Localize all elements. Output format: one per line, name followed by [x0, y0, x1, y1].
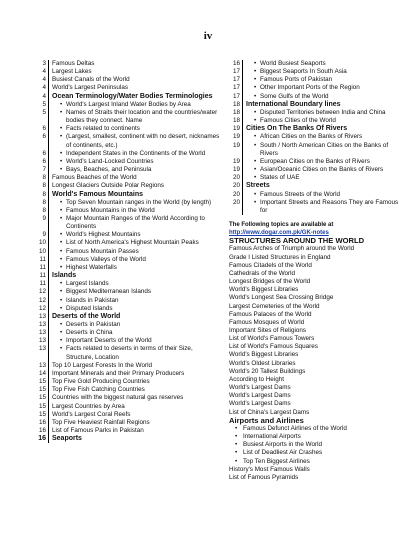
toc-entry-row: [35, 76, 221, 84]
toc-page-number: 4: [35, 68, 49, 76]
toc-page-number: 17: [229, 68, 243, 76]
toc-page-number: 15: [35, 378, 49, 386]
toc-entry-row: [229, 109, 399, 117]
toc-page-number: 11: [35, 256, 49, 264]
toc-entry-title: • Bays, Beaches, and Peninsula: [60, 166, 221, 174]
toc-entry-row: [35, 68, 221, 76]
toc-entry-title: • Famous Streets of the World: [254, 191, 399, 199]
toc-page-number: 14: [35, 370, 49, 378]
toc-entry-row: Grade I Listed Structures in England: [229, 253, 331, 261]
toc-entry-title: • Biggest Seaports In South Asia: [254, 68, 399, 76]
toc-entry-title: Cities On The Banks Of Rivers: [246, 125, 348, 133]
toc-entry-row: Largest Cemeteries of the World: [229, 302, 320, 310]
toc-entry-row: [35, 109, 221, 125]
toc-page-number: 17: [229, 76, 243, 84]
toc-entry-row: [229, 117, 399, 125]
toc-entry-row: [229, 166, 399, 174]
toc-entry-row: World's Largest Dams: [229, 392, 291, 400]
toc-page-number: 3: [35, 60, 49, 68]
toc-page-number: 19: [229, 158, 243, 166]
toc-entry-title: Deserts of the World: [52, 312, 121, 320]
toc-page-number: 12: [35, 305, 49, 313]
toc-entry-title: • Names of Straits their location and the countries/water bodies they connect. Name: [60, 109, 221, 125]
toc-entry-row: [35, 378, 221, 386]
toc-left-column: [35, 60, 221, 443]
toc-entry-title: • (Largest, smallest, continent with no desert, nicknames of continents, etc.): [60, 133, 221, 149]
toc-entry-row: • Top Ten Biggest Airlines: [229, 458, 399, 466]
toc-entry-row: World's 20 Tallest Buildings: [229, 367, 306, 375]
toc-entry-row: World's Oldest Libraries: [229, 359, 296, 367]
toc-entry-row: [35, 386, 221, 394]
toc-section-row: [35, 93, 221, 101]
toc-entry-row: [35, 182, 221, 190]
section-heading: Airports and Airlines: [229, 415, 304, 425]
toc-entry-row: [35, 133, 221, 149]
toc-entry-row: [35, 345, 221, 361]
toc-page-number: 6: [35, 133, 49, 149]
toc-section-row: [35, 313, 221, 321]
toc-entry-title: Top 10 Largest Forests In the World: [52, 361, 152, 369]
toc-page-number: 13: [35, 313, 49, 321]
toc-entry-row: According to Height: [229, 375, 284, 383]
toc-entry-title: • World's Highest Mountains: [60, 231, 221, 239]
toc-entry-title: • Biggest Mediterranean Islands: [60, 288, 221, 296]
toc-page-number: 18: [229, 101, 243, 109]
toc-entry-row: World's Longest Sea Crossing Bridge: [229, 294, 334, 302]
toc-entry-title: • Independent States in the Continents of the World: [60, 150, 221, 158]
toc-entry-row: [35, 174, 221, 182]
toc-entry-row: [35, 239, 221, 247]
toc-page-number: 9: [35, 231, 49, 239]
toc-section-row: [35, 191, 221, 199]
toc-entry-title: Ocean Terminology/Water Bodies Terminologies: [52, 92, 213, 100]
notes-caption: The Following topics are available at: [229, 221, 334, 228]
toc-page-number: 20: [229, 191, 243, 199]
toc-entry-row: [35, 207, 221, 215]
toc-entry-title: • World's Land-Locked Countries: [60, 158, 221, 166]
toc-page-number: 13: [35, 337, 49, 345]
toc-page-number: 8: [35, 182, 49, 190]
toc-page-number: 10: [35, 239, 49, 247]
toc-page-number: 8: [35, 199, 49, 207]
toc-entry-row: Famous Citadels of the World: [229, 261, 312, 269]
toc-entry-row: World's Biggest Libraries: [229, 351, 299, 359]
toc-entry-title: Top Five Fish Catching Countries: [52, 386, 145, 394]
toc-page-number: 9: [35, 215, 49, 231]
toc-page-number: 13: [35, 321, 49, 329]
toc-entry-title: • Famous Cities of the World: [254, 117, 399, 125]
toc-entry-row: World's Largest Dams: [229, 400, 291, 408]
toc-page-number: 20: [229, 199, 243, 215]
toc-entry-title: • Famous Mountain Passes: [60, 248, 221, 256]
toc-entry-row: • International Airports: [229, 433, 399, 441]
toc-section-row: [35, 435, 221, 443]
toc-page-number: 7: [35, 166, 49, 174]
toc-entry-title: • World Busiest Seaports: [254, 60, 399, 68]
toc-entry-row: [229, 84, 399, 92]
toc-entry-title: • Major Mountain Ranges of the World According to Continents: [60, 215, 221, 231]
toc-page-number: 10: [35, 248, 49, 256]
toc-entry-title: World's Largest Coral Reefs: [52, 410, 131, 418]
toc-entry-row: [35, 329, 221, 337]
toc-page-number: 17: [229, 93, 243, 101]
toc-page-number: 16: [229, 60, 243, 68]
toc-page-number: 16: [35, 419, 49, 427]
toc-page-number: 8: [35, 207, 49, 215]
toc-page-number: 11: [35, 264, 49, 272]
toc-entry-title: International Boundary lines: [246, 100, 341, 108]
toc-section-row: [229, 101, 399, 109]
toc-page-number: 12: [35, 288, 49, 296]
toc-entry-row: History's Most Famous Walls: [229, 465, 310, 473]
toc-page-number: 4: [35, 76, 49, 84]
toc-entry-row: [229, 76, 399, 84]
toc-entry-title: • World's Largest Inland Water Bodies by Area: [60, 101, 221, 109]
toc-entry-row: [35, 60, 221, 68]
toc-page-number: 15: [35, 411, 49, 419]
toc-entry-row: [35, 337, 221, 345]
toc-entry-row: [35, 394, 221, 402]
toc-entry-title: • Important Deserts of the World: [60, 337, 221, 345]
toc-page-number: 11: [35, 272, 49, 280]
toc-entry-title: • States of UAE: [254, 174, 399, 182]
toc-entry-title: Top Five Gold Producing Countries: [52, 378, 150, 386]
toc-entry-row: [229, 191, 399, 199]
toc-entry-title: • Important Streets and Reasons They are Famous for: [254, 199, 399, 215]
toc-entry-row: List of China's Largest Dams: [229, 408, 310, 416]
toc-page-number: 16: [35, 427, 49, 435]
toc-entry-row: [35, 158, 221, 166]
page-number: iv: [203, 30, 213, 42]
toc-page-number: 19: [229, 166, 243, 174]
toc-entry-row: • Famous Defunct Airlines of the World: [229, 425, 399, 433]
toc-entry-title: • Deserts in Pakistan: [60, 321, 221, 329]
toc-entry-row: [229, 158, 399, 166]
toc-entry-title: • Other Important Ports of the Region: [254, 84, 399, 92]
toc-entry-row: [229, 68, 399, 76]
toc-section-row: [229, 125, 399, 133]
toc-entry-title: Important Minerals and their Primary Producers: [52, 369, 185, 377]
toc-entry-row: [35, 256, 221, 264]
toc-entry-title: • Disputed Territories between India and China: [254, 109, 399, 117]
toc-entry-row: [35, 305, 221, 313]
toc-entry-title: Famous Beaches of the World: [52, 174, 137, 182]
toc-entry-row: [35, 411, 221, 419]
toc-page-number: 5: [35, 101, 49, 109]
toc-entry-title: • African Cities on the Banks of Rivers: [254, 133, 399, 141]
toc-entry-title: • South / North American Cities on the Banks of Rivers: [254, 142, 399, 158]
toc-section-row: [229, 182, 399, 190]
toc-entry-row: [229, 93, 399, 101]
toc-page-number: 8: [35, 191, 49, 199]
toc-entry-row: [35, 150, 221, 158]
toc-page-number: 20: [229, 182, 243, 190]
section-heading: STRUCTURES AROUND THE WORLD: [229, 236, 365, 246]
toc-entry-row: • List of Deadliest Air Crashes: [229, 449, 399, 457]
toc-page-number: 15: [35, 394, 49, 402]
toc-page-number: 11: [35, 280, 49, 288]
toc-entry-row: [35, 288, 221, 296]
toc-entry-title: List of Famous Parks in Pakistan: [52, 427, 144, 435]
toc-page-number: 13: [35, 345, 49, 361]
toc-page-number: 19: [229, 125, 243, 133]
toc-right-column: [229, 60, 399, 482]
toc-entry-row: Cathedrals of the World: [229, 269, 296, 277]
toc-entry-title: • Highest Waterfalls: [60, 264, 221, 272]
toc-entry-row: [35, 321, 221, 329]
toc-entry-title: Islands: [52, 272, 77, 280]
toc-entry-row: [35, 427, 221, 435]
toc-entry-row: [35, 215, 221, 231]
toc-entry-title: Top Five Heaviest Rainfall Regions: [52, 418, 150, 426]
toc-page-number: 6: [35, 158, 49, 166]
toc-entry-row: List of World's Famous Towers: [229, 335, 315, 343]
toc-entry-title: Largest Countries by Area: [52, 402, 125, 410]
toc-entry-title: Famous Deltas: [52, 60, 95, 67]
toc-entry-row: [229, 199, 399, 215]
toc-entry-title: Countries with the biggest natural gas reserves: [52, 394, 184, 402]
toc-entry-row: • Busiest Airports in the World: [229, 441, 399, 449]
toc-entry-title: • Facts related to continents: [60, 125, 221, 133]
toc-entry-row: [35, 403, 221, 411]
toc-page-number: 18: [229, 117, 243, 125]
toc-entry-title: • List of North America's Highest Mountain Peaks: [60, 239, 221, 247]
toc-entry-row: Important Sites of Religions: [229, 327, 306, 334]
toc-page-number: 16: [35, 435, 49, 443]
toc-entry-row: [35, 84, 221, 92]
toc-entry-title: • European Cities on the Banks of Rivers: [254, 158, 399, 166]
toc-page-number: 13: [35, 362, 49, 370]
toc-entry-row: [229, 60, 399, 68]
toc-page-number: 17: [229, 84, 243, 92]
toc-entry-title: Seaports: [52, 435, 82, 443]
toc-entry-title: World's Famous Mountains: [52, 190, 143, 198]
toc-entry-row: [35, 248, 221, 256]
toc-page-number: 15: [35, 403, 49, 411]
toc-page-number: 5: [35, 109, 49, 125]
toc-entry-title: • Top Seven Mountain ranges in the World (by length): [60, 199, 221, 207]
toc-entry-title: Streets: [246, 182, 270, 190]
toc-entry-row: Famous Palaces of the World: [229, 310, 312, 318]
toc-page-number: 6: [35, 125, 49, 133]
toc-entry-title: • Islands in Pakistan: [60, 297, 221, 305]
toc-entry-title: • Famous Mountains in the World: [60, 207, 221, 215]
toc-entry-row: [35, 264, 221, 272]
toc-entry-row: [35, 419, 221, 427]
toc-entry-title: • Largest Islands: [60, 280, 221, 288]
toc-entry-row: List of Famous Pyramids: [229, 473, 299, 481]
toc-page-number: 12: [35, 297, 49, 305]
toc-page-number: 19: [229, 133, 243, 141]
toc-entry-title: Busiest Canals of the World: [52, 76, 130, 84]
toc-entry-row: [229, 133, 399, 141]
toc-entry-row: [35, 297, 221, 305]
toc-page-number: 20: [229, 174, 243, 182]
toc-page-number: 6: [35, 150, 49, 158]
toc-entry-row: [35, 166, 221, 174]
toc-entry-row: World's Biggest Libraries: [229, 286, 299, 294]
toc-entry-title: Longest Glaciers Outside Polar Regions: [52, 182, 165, 190]
toc-page-number: 15: [35, 386, 49, 394]
toc-entry-row: [229, 174, 399, 182]
notes-link[interactable]: http://www.dogar.com.pk/GK-notes: [229, 230, 329, 237]
toc-page-number: 8: [35, 174, 49, 182]
toc-entry-title: World's Largest Peninsulas: [52, 84, 128, 92]
toc-page-number: 4: [35, 93, 49, 101]
toc-entry-row: Longest Bridges of the World: [229, 278, 311, 286]
toc-page-number: 18: [229, 109, 243, 117]
toc-page-number: 4: [35, 84, 49, 92]
toc-page-number: 19: [229, 142, 243, 158]
toc-entry-row: [229, 142, 399, 158]
toc-entry-title: • Famous Ports of Pakistan: [254, 76, 399, 84]
toc-section-row: [35, 272, 221, 280]
toc-entry-row: [35, 370, 221, 378]
toc-entry-row: World's Largest Dams: [229, 384, 291, 392]
toc-entry-row: [35, 199, 221, 207]
toc-entry-row: [35, 101, 221, 109]
toc-entry-row: [35, 125, 221, 133]
toc-entry-title: • Asian/Oceanic Cities on the Banks of Rivers: [254, 166, 399, 174]
toc-entry-row: Famous Arches of Triumph around the World: [229, 245, 355, 253]
toc-entry-row: [35, 362, 221, 370]
toc-entry-title: • Some Gulfs of the World: [254, 93, 399, 101]
toc-entry-title: • Deserts in China: [60, 329, 221, 337]
toc-entry-row: Famous Mosques of World: [229, 318, 305, 326]
toc-entry-title: • Famous Valleys of the World: [60, 256, 221, 264]
toc-entry-row: [35, 280, 221, 288]
toc-entry-row: [35, 231, 221, 239]
toc-entry-row: List of World's Famous Squares: [229, 343, 318, 351]
toc-entry-title: • Disputed Islands: [60, 305, 221, 313]
toc-page-number: 13: [35, 329, 49, 337]
toc-entry-title: Largest Lakes: [52, 68, 92, 76]
toc-entry-title: • Facts related to deserts in terms of their Size, Structure, Location: [60, 345, 221, 361]
